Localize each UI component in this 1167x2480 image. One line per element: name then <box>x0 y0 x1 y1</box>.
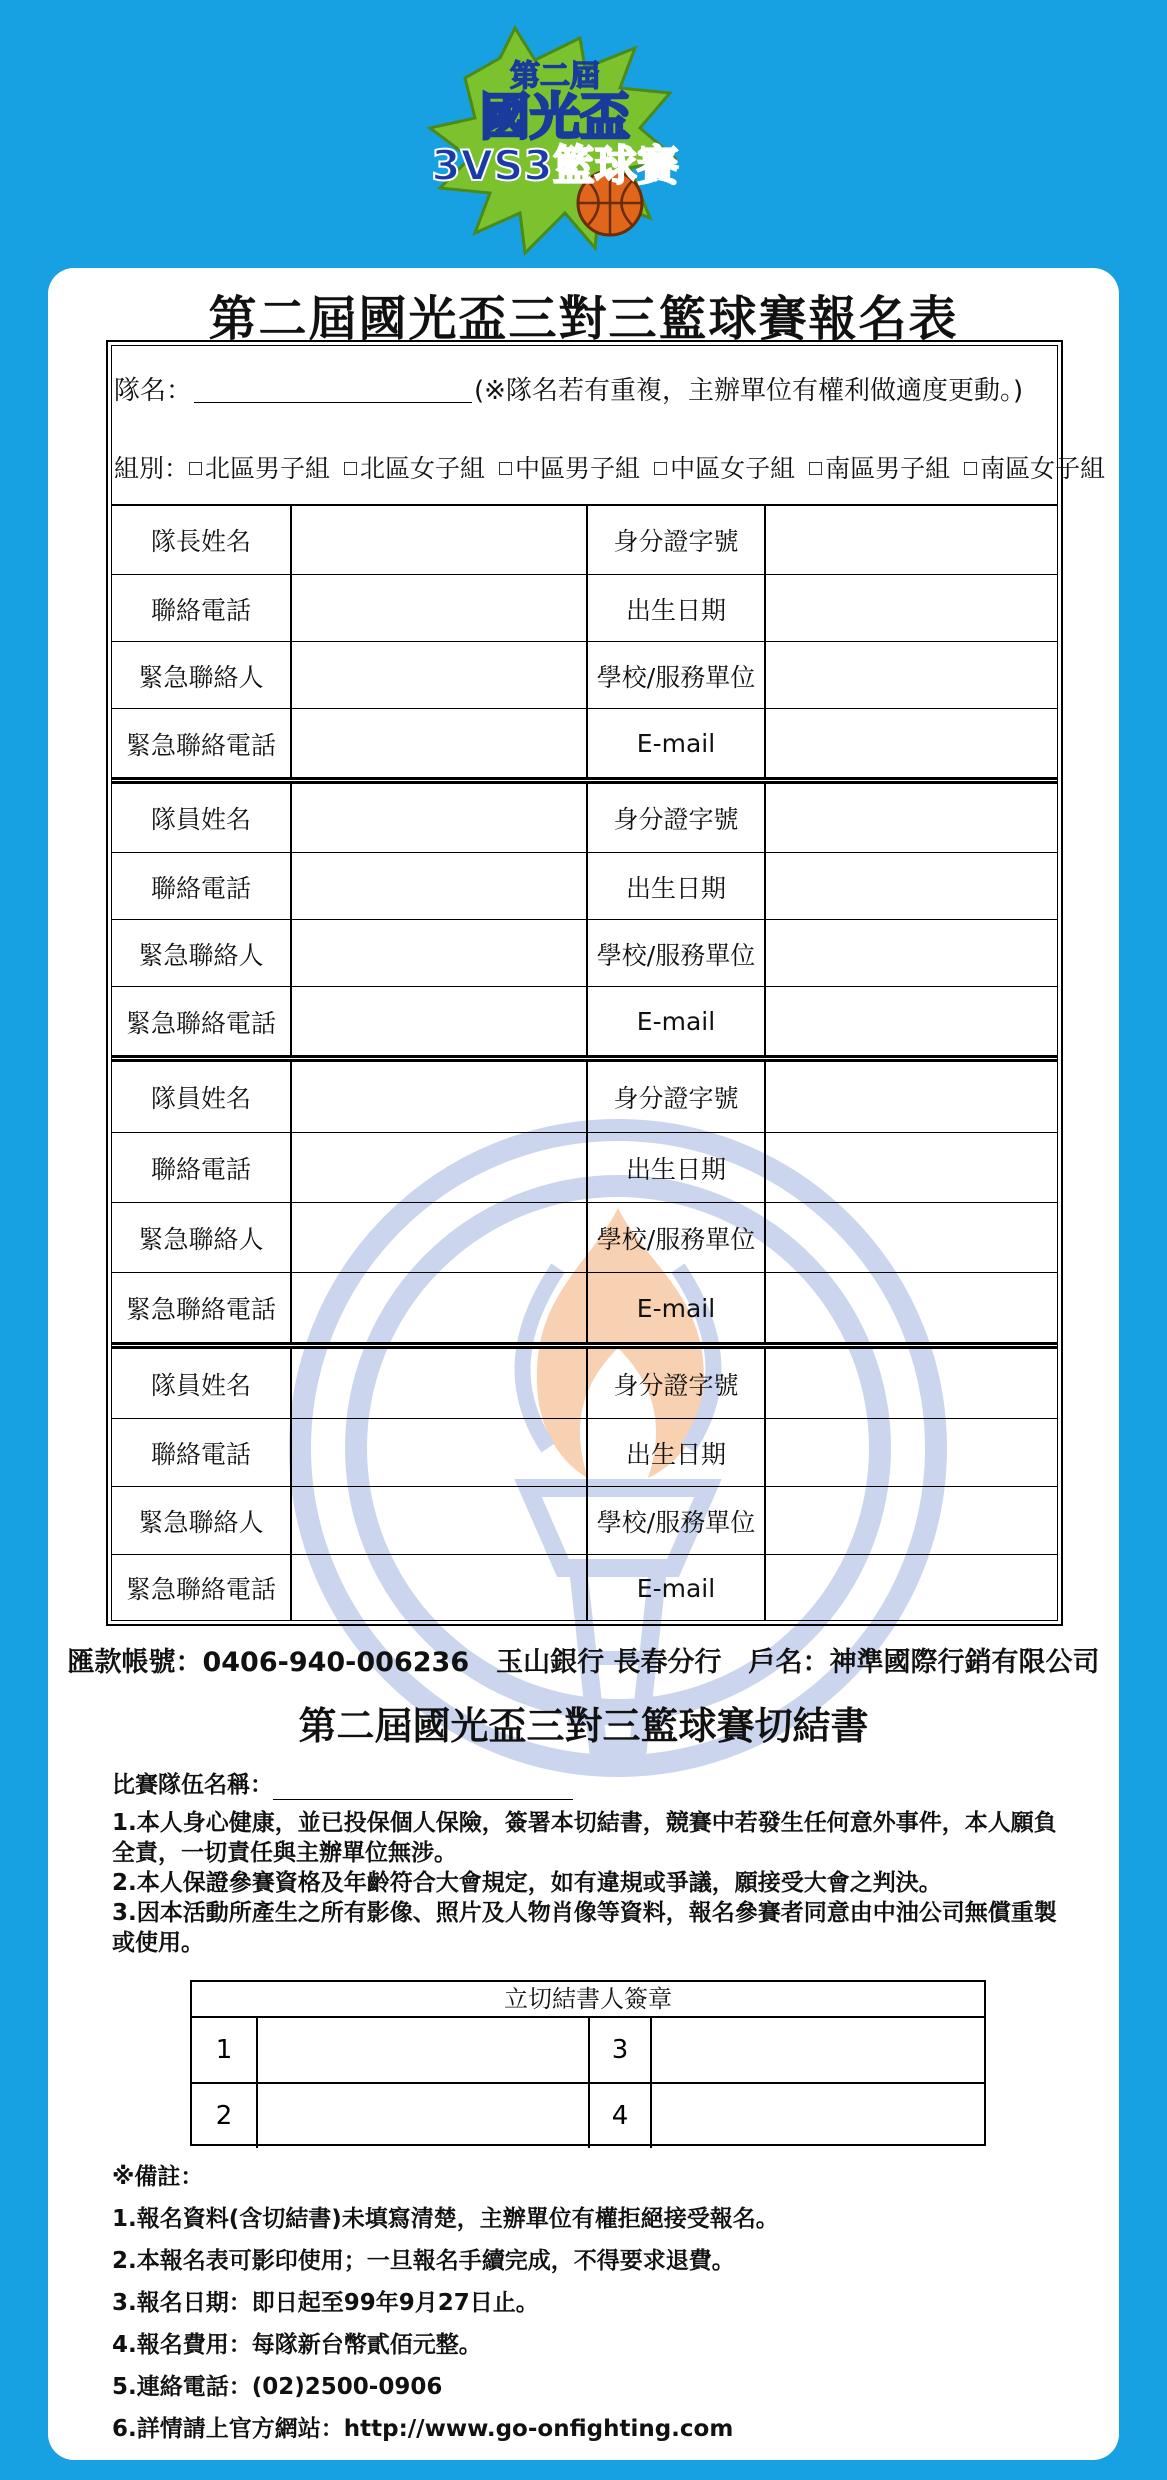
field-label: 出生日期 <box>588 575 766 642</box>
input-cell[interactable] <box>766 987 1057 1056</box>
notes-title: ※備註： <box>112 2164 204 2190</box>
team-name-row <box>112 346 1057 430</box>
waiver-title: 第二屆國光盃三對三籃球賽切結書 <box>298 1704 869 1748</box>
signature-header: 立切結書人簽章 <box>192 1982 984 2018</box>
field-label: 緊急聯絡人 <box>112 920 292 987</box>
input-cell[interactable] <box>766 1133 1057 1203</box>
bank-account: 匯款帳號：0406-940-006236 玉山銀行 長春分行 戶名：神準國際行銷有限公司 <box>67 1647 1100 1678</box>
logo-line1: 第二屆 <box>510 59 600 94</box>
checkbox-icon[interactable] <box>654 462 667 475</box>
input-cell[interactable] <box>766 784 1057 852</box>
input-cell[interactable] <box>292 1133 588 1203</box>
group-option[interactable]: 北區女子組 <box>344 449 485 485</box>
field-label: 聯絡電話 <box>112 1419 292 1487</box>
input-cell[interactable] <box>766 1273 1057 1343</box>
field-label: E-mail <box>588 1273 766 1343</box>
group-option[interactable]: 中區女子組 <box>654 449 795 485</box>
team-name-label: 隊名： <box>114 375 193 406</box>
field-label: 隊員姓名 <box>112 784 292 852</box>
field-label: 聯絡電話 <box>112 1133 292 1203</box>
signature-number: 2 <box>192 2084 258 2148</box>
input-cell[interactable] <box>292 575 588 642</box>
field-label: 緊急聯絡電話 <box>112 987 292 1056</box>
field-label: 隊員姓名 <box>112 1062 292 1132</box>
checkbox-icon[interactable] <box>809 462 822 475</box>
input-cell[interactable] <box>292 1349 588 1418</box>
field-label: 聯絡電話 <box>112 575 292 642</box>
field-label: 學校/服務單位 <box>588 642 766 709</box>
waiver-item: 1.本人身心健康，並已投保個人保險，簽署本切結書，競賽中若發生任何意外事件，本人願負全責，一切責任與主辦單位無涉。 <box>112 1810 1057 1866</box>
signature-number: 1 <box>192 2018 258 2082</box>
member-block <box>112 1062 1057 1342</box>
form-card <box>48 268 1119 2460</box>
member-block <box>112 784 1057 1055</box>
signature-field[interactable] <box>258 2084 590 2148</box>
field-label: 學校/服務單位 <box>588 1487 766 1555</box>
event-logo <box>405 18 705 263</box>
waiver-item: 3.因本活動所產生之所有影像、照片及人物肖像等資料，報名參賽者同意由中油公司無償重製或使用。 <box>112 1900 1057 1956</box>
note-item: 3.報名日期：即日起至99年9月27日止。 <box>112 2290 539 2316</box>
input-cell[interactable] <box>766 1555 1057 1621</box>
group-option[interactable]: 北區男子組 <box>189 449 330 485</box>
input-cell[interactable] <box>292 853 588 920</box>
field-label: 身分證字號 <box>588 1349 766 1418</box>
group-option[interactable]: 南區男子組 <box>809 449 950 485</box>
input-cell[interactable] <box>292 1062 588 1132</box>
field-label: 身分證字號 <box>588 506 766 574</box>
signature-field[interactable] <box>652 2018 984 2082</box>
block-divider <box>112 777 1057 784</box>
input-cell[interactable] <box>292 1273 588 1343</box>
waiver-item: 2.本人保證參賽資格及年齡符合大會規定，如有違規或爭議，願接受大會之判決。 <box>112 1870 942 1896</box>
field-label: 緊急聯絡電話 <box>112 1555 292 1621</box>
block-divider <box>112 1055 1057 1062</box>
logo-line3: 3VS3籃球賽 <box>431 141 679 190</box>
input-cell[interactable] <box>766 506 1057 574</box>
field-label: 緊急聯絡電話 <box>112 1273 292 1343</box>
field-label: 出生日期 <box>588 1133 766 1203</box>
field-label: 學校/服務單位 <box>588 920 766 987</box>
field-label: 緊急聯絡人 <box>112 642 292 709</box>
field-label: 學校/服務單位 <box>588 1203 766 1273</box>
checkbox-icon[interactable] <box>964 462 977 475</box>
input-cell[interactable] <box>292 1419 588 1487</box>
group-option[interactable]: 南區女子組 <box>964 449 1105 485</box>
field-label: 出生日期 <box>588 853 766 920</box>
field-label: 身分證字號 <box>588 1062 766 1132</box>
group-label: 組別： <box>114 454 190 483</box>
waiver-text <box>112 1770 1062 1958</box>
input-cell[interactable] <box>292 1555 588 1621</box>
input-cell[interactable] <box>766 1349 1057 1418</box>
input-cell[interactable] <box>292 920 588 987</box>
input-cell[interactable] <box>292 1487 588 1555</box>
field-label: E-mail <box>588 987 766 1056</box>
input-cell[interactable] <box>292 1203 588 1273</box>
member-block <box>112 506 1057 777</box>
input-cell[interactable] <box>292 784 588 852</box>
block-divider <box>112 1342 1057 1349</box>
field-label: 聯絡電話 <box>112 853 292 920</box>
checkbox-icon[interactable] <box>189 462 202 475</box>
input-cell[interactable] <box>766 920 1057 987</box>
field-label: E-mail <box>588 1555 766 1621</box>
input-cell[interactable] <box>292 642 588 709</box>
signature-field[interactable] <box>258 2018 590 2082</box>
signature-number: 3 <box>590 2018 652 2082</box>
field-label: 緊急聯絡人 <box>112 1487 292 1555</box>
notes-section <box>112 2156 1062 2450</box>
input-cell[interactable] <box>292 506 588 574</box>
field-label: 隊員姓名 <box>112 1349 292 1418</box>
note-item: 1.報名資料(含切結書)未填寫清楚，主辦單位有權拒絕接受報名。 <box>112 2206 779 2232</box>
input-cell[interactable] <box>766 1062 1057 1132</box>
team-name-label: 比賽隊伍名稱： <box>112 1772 273 1798</box>
team-name-note: (※隊名若有重複，主辦單位有權利做適度更動。) <box>474 375 1024 406</box>
field-label: 緊急聯絡電話 <box>112 709 292 778</box>
input-cell[interactable] <box>766 1419 1057 1487</box>
group-option[interactable]: 中區男子組 <box>499 449 640 485</box>
field-label: 緊急聯絡人 <box>112 1203 292 1273</box>
note-item: 4.報名費用：每隊新台幣貳佰元整。 <box>112 2332 482 2358</box>
checkbox-icon[interactable] <box>499 462 512 475</box>
input-cell[interactable] <box>766 853 1057 920</box>
input-cell[interactable] <box>766 1203 1057 1273</box>
logo-line2: 國光盃 <box>480 88 630 146</box>
field-label: 身分證字號 <box>588 784 766 852</box>
signature-number: 4 <box>590 2084 652 2148</box>
note-item: 5.連絡電話：(02)2500-0906 <box>112 2374 443 2400</box>
input-cell[interactable] <box>292 987 588 1056</box>
team-name-field[interactable] <box>273 1777 573 1800</box>
signature-field[interactable] <box>652 2084 984 2148</box>
note-item: 2.本報名表可影印使用；一旦報名手續完成，不得要求退費。 <box>112 2248 735 2274</box>
field-label: 出生日期 <box>588 1419 766 1487</box>
input-cell[interactable] <box>766 1487 1057 1555</box>
group-row <box>112 430 1106 506</box>
input-cell[interactable] <box>766 709 1057 778</box>
input-cell[interactable] <box>766 575 1057 642</box>
checkbox-icon[interactable] <box>344 462 357 475</box>
member-block <box>112 1349 1057 1620</box>
page-title: 第二屆國光盃三對三籃球賽報名表 <box>208 291 959 347</box>
input-cell[interactable] <box>292 709 588 778</box>
input-cell[interactable] <box>766 642 1057 709</box>
field-label: E-mail <box>588 709 766 778</box>
signature-table <box>190 1980 986 2146</box>
field-label: 隊長姓名 <box>112 506 292 574</box>
registration-form <box>106 340 1106 1626</box>
team-name-field[interactable] <box>194 374 472 403</box>
note-item: 6.詳情請上官方網站：http://www.go-onfighting.com <box>112 2416 734 2442</box>
